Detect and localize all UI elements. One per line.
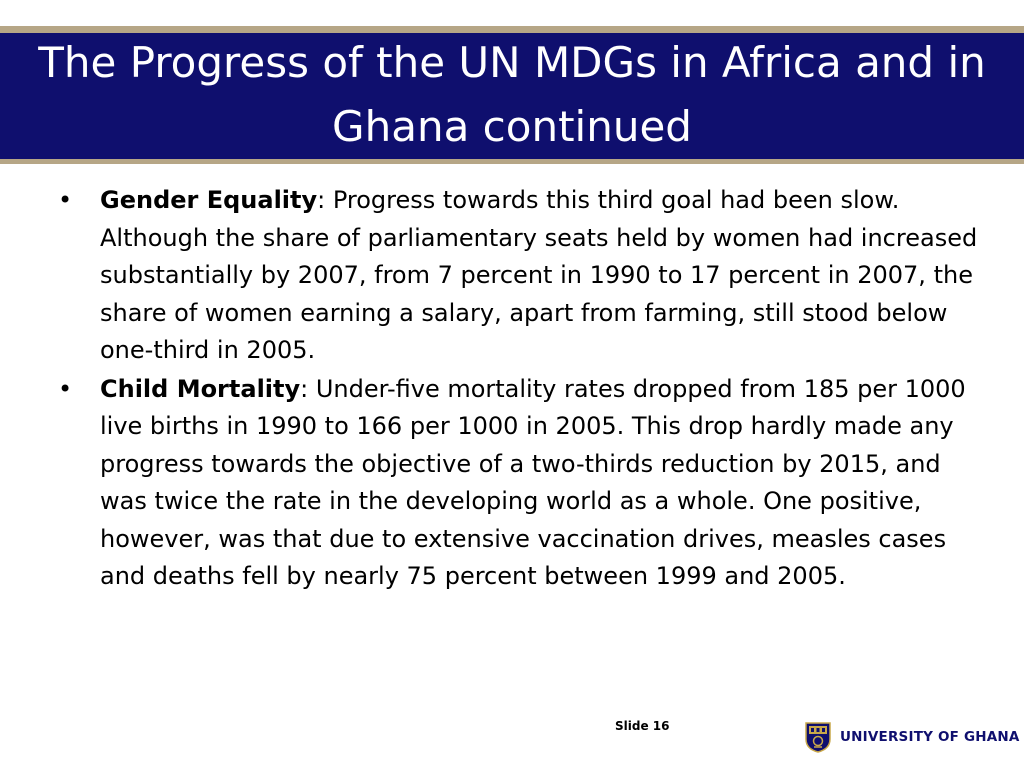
bullet-label-child-mortality: Child Mortality (100, 374, 301, 403)
slide-number: Slide 16 (615, 719, 670, 733)
slide-content (58, 182, 993, 597)
university-crest-icon (804, 721, 832, 753)
bullet-child-mortality (58, 371, 993, 596)
title-band (0, 26, 1024, 164)
bullet-marker: • (58, 186, 73, 214)
slide-title: The Progress of the UN MDGs in Africa and in Ghana continued (38, 38, 986, 151)
bullet-marker: • (58, 374, 73, 403)
bullet-text-child-mortality: : Under-five mortality rates dropped from 185 per 1000 live births in 1990 to 166 per 1000 in 2005. This drop hardly made any progress towards the objective of a two-thirds reduction by 2015, and was twice the rate in the developing world as a whole. One positive, however, was that due to extensive vaccination drives, measles cases and deaths fell by nearly 75 percent between 1999 and 2005. (100, 374, 966, 590)
university-name: UNIVERSITY OF GHANA (840, 729, 1020, 745)
bullet-text-gender-equality: : Progress towards this third goal had been slow. Although the share of parliamentary seats held by women had increased substantially by 2007, from 7 percent in 1990 to 17 percent in 2007, the share of women earning a salary, apart from farming, still stood below one-third in 2005. (100, 186, 978, 364)
bullet-label-gender-equality: Gender Equality (100, 186, 318, 214)
bullet-gender-equality (58, 182, 993, 370)
university-logo (804, 721, 1020, 753)
